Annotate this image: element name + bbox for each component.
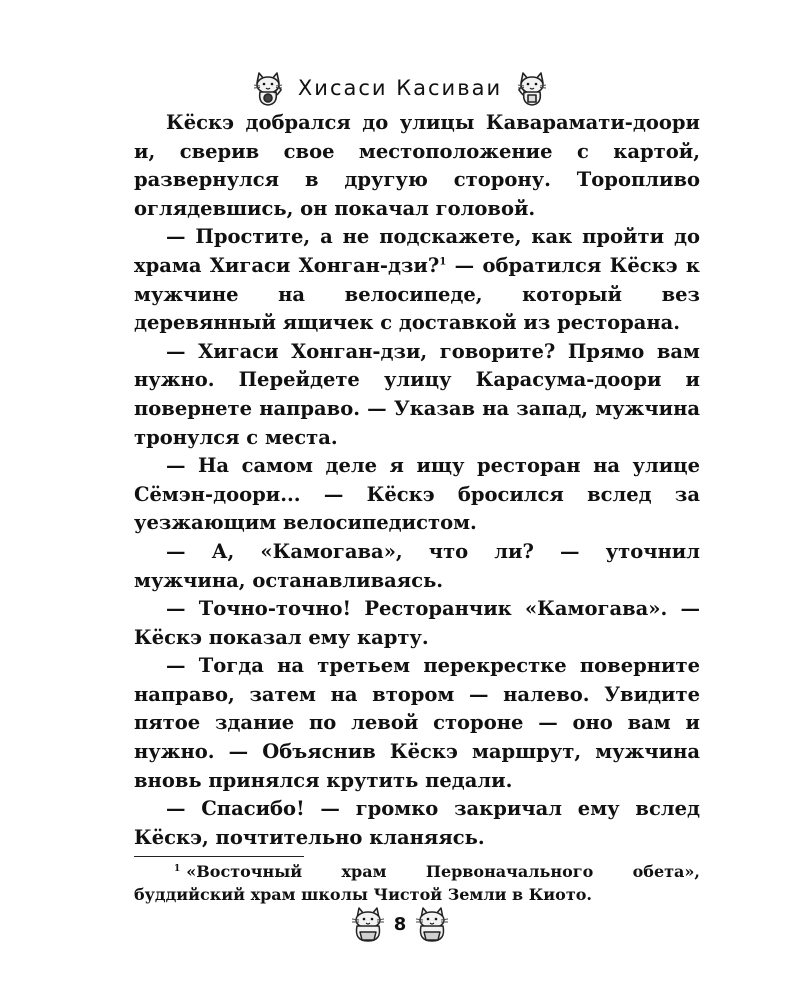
paragraph-2-part-1: — Простите, а не подскажете, как пройти до храма Хигаси Хонган-дзи? <box>134 225 700 277</box>
lucky-cat-right-icon <box>514 68 550 108</box>
sitting-cat-left-icon <box>348 904 388 944</box>
paragraph-5: — А, «Камогава», что ли? — уточнил мужчина, останавливаясь. <box>134 539 700 592</box>
lucky-cat-left-icon <box>250 68 286 108</box>
footnote-number: 1 <box>174 863 181 874</box>
paragraph-2 <box>134 223 700 337</box>
footnote-text: «Восточный храм Первоначального обета», буддийский храм школы Чистой Земли в Киото. <box>134 862 700 904</box>
paragraph-8: — Спасибо! — громко закричал ему вслед Кёскэ, почтительно кланяясь. <box>134 797 700 849</box>
paragraph-1: Кёскэ добрался до улицы Каварамати-доори и, сверив свое местоположение с картой, развернулся в другую сторону. Торопливо оглядевшись, он покачал головой. <box>134 111 700 220</box>
paragraph-3: — Хигаси Хонган-дзи, говорите? Прямо вам нужно. Перейдете улицу Карасума-доори и повернете направо. — Указав на запад, мужчина тронулся с места. <box>134 339 700 449</box>
paragraph-7: — Тогда на третьем перекрестке поверните направо, затем на втором — налево. Увидите пятое здание по левой стороне — оно вам и нужно. — Объяснив Кёскэ маршрут, мужчина вновь принялся крутить педали. <box>134 654 700 792</box>
running-header <box>0 66 800 110</box>
footnote <box>134 860 700 906</box>
folio <box>0 902 800 946</box>
page-number: 8 <box>393 913 407 935</box>
running-header-title: Хисаси Касиваи <box>297 76 503 100</box>
footnote-rule <box>134 856 304 857</box>
sitting-cat-right-icon <box>412 904 452 944</box>
footnote-marker: 1 <box>439 256 447 268</box>
paragraph-4: — На самом деле я ищу ресторан на улице Сёмэн-доори... — Кёскэ бросился вслед за уезжающим велосипедистом. <box>134 454 700 535</box>
paragraph-2-part-2: — обратился Кёскэ к мужчине на велосипеде, который вез деревянный ящичек с доставкой из ресторана. <box>134 253 701 335</box>
paragraph-6: — Точно-точно! Ресторанчик «Камогава». — Кёскэ показал ему карту. <box>134 597 700 649</box>
body-text <box>134 109 700 852</box>
